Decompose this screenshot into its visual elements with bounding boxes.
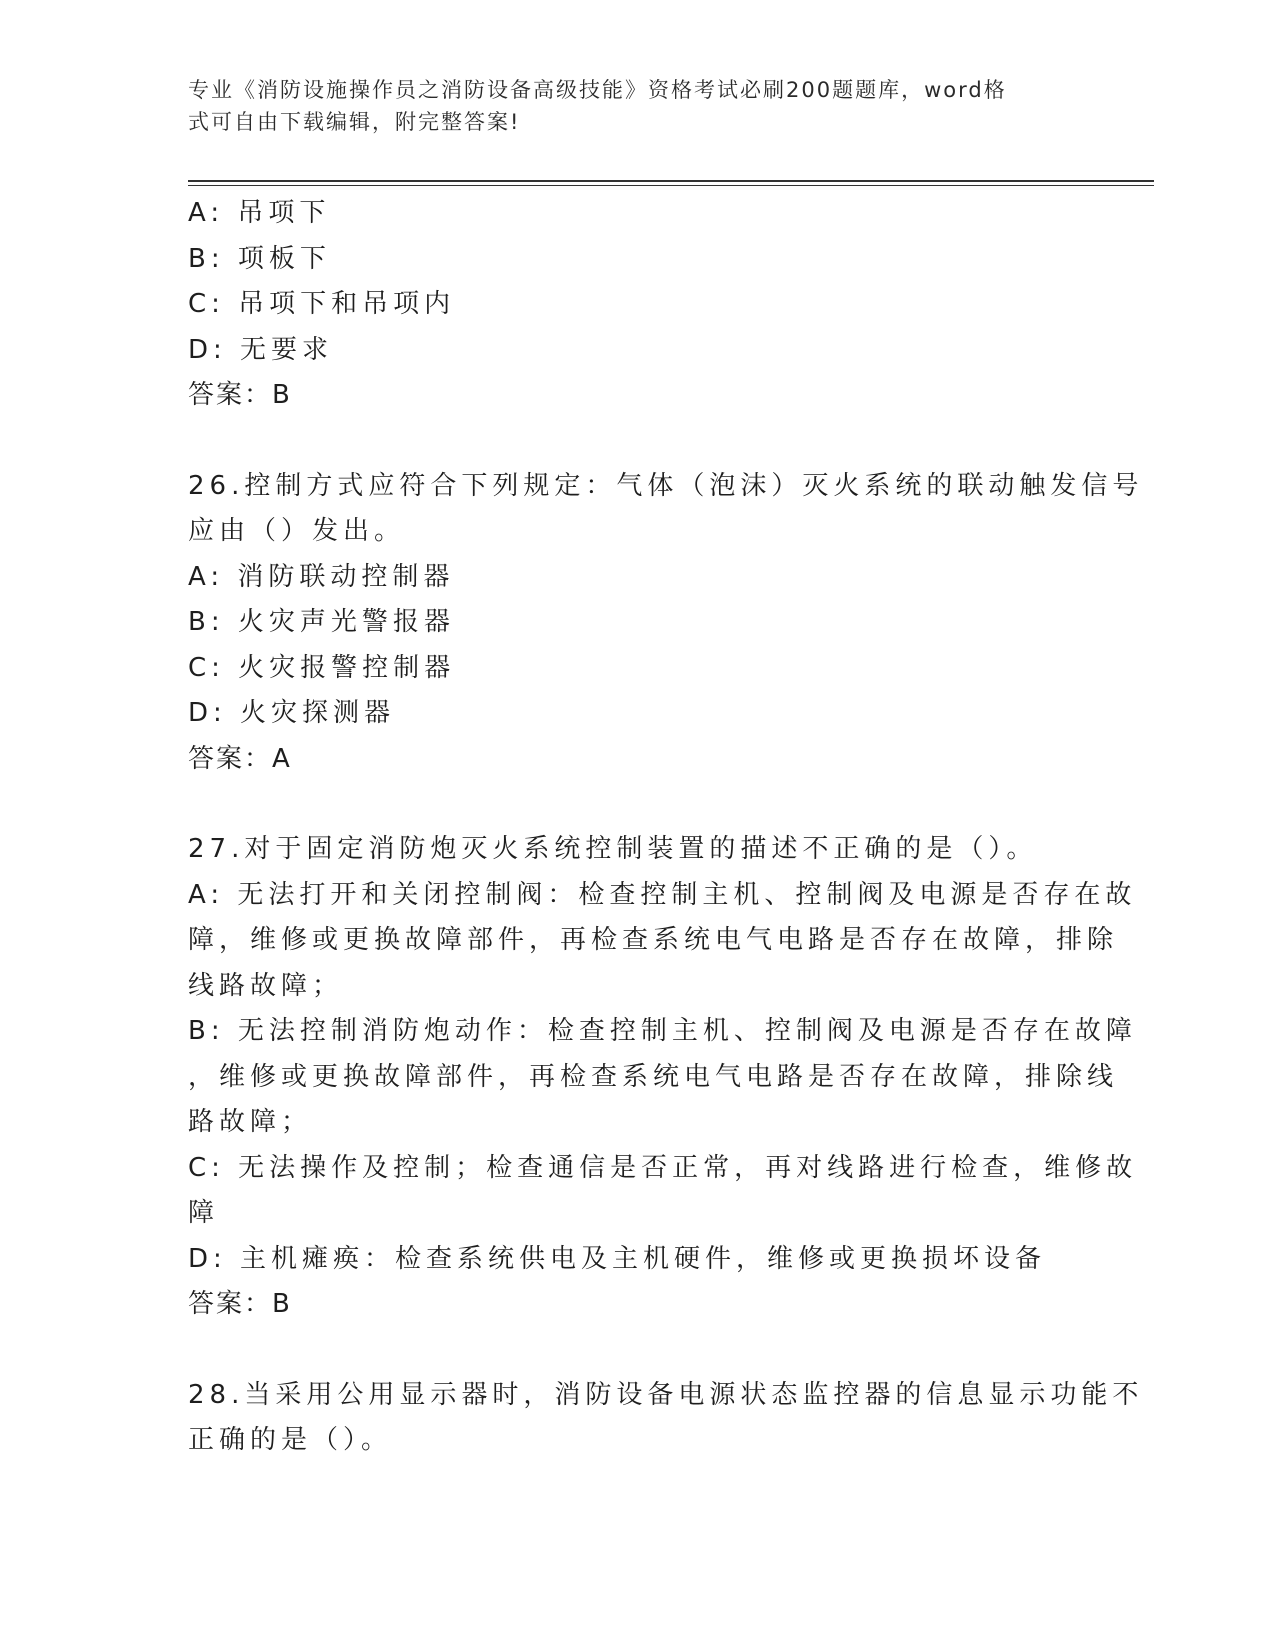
answer: 答案：A (188, 743, 292, 774)
header-rule-thin (188, 185, 1154, 186)
option-b-cont: ，维修或更换故障部件，再检查系统电气电路是否存在故障，排除线 (188, 1061, 1119, 1092)
option-c: C: 无法操作及控制；检查通信是否正常，再对线路进行检查，维修故 (188, 1152, 1138, 1183)
option-c: C: 吊项下和吊项内 (188, 289, 456, 319)
question-stem: 27.对于固定消防炮灭火系统控制装置的描述不正确的是（）。 (188, 834, 1038, 864)
header-line-2: 式可自由下载编辑，附完整答案! (188, 110, 521, 134)
header-rule-thick (188, 180, 1154, 182)
option-d: D: 火灾探测器 (188, 698, 396, 728)
header-line-1: 专业《消防设施操作员之消防设备高级技能》资格考试必刷200题题库，word格 (188, 78, 1007, 102)
question-stem-line: 28.当采用公用显示器时，消防设备电源状态监控器的信息显示功能不 (188, 1379, 1144, 1410)
option-a-cont: 线路故障； (188, 970, 344, 1001)
question-list (188, 191, 1144, 1464)
option-a: A: 无法打开和关闭控制阀：检查控制主机、控制阀及电源是否存在故 (188, 879, 1137, 910)
option-a-cont: 障，维修或更换故障部件，再检查系统电气电路是否存在故障，排除 (188, 925, 1119, 955)
option-c: C: 火灾报警控制器 (188, 652, 456, 683)
document-header (188, 74, 1068, 138)
answer: 答案：B (188, 380, 292, 410)
question-stem-line: 应由（）发出。 (188, 516, 406, 546)
question-26 (188, 464, 1144, 783)
option-d: D: 主机瘫痪：检查系统供电及主机硬件，维修或更换损坏设备 (188, 1243, 1047, 1274)
question-stem-line: 正确的是（）。 (188, 1425, 393, 1455)
option-b: B: 项板下 (188, 243, 331, 274)
answer: 答案：B (188, 1289, 292, 1319)
option-c-cont: 障 (188, 1198, 220, 1228)
option-b: B: 火灾声光警报器 (188, 607, 455, 637)
question-27 (188, 827, 1138, 1328)
option-b: B: 无法控制消防炮动作：检查控制主机、控制阀及电源是否存在故障 (188, 1016, 1137, 1046)
option-a: A: 吊项下 (188, 198, 331, 228)
option-d: D: 无要求 (188, 334, 334, 365)
option-b-cont: 路故障； (188, 1107, 313, 1137)
option-a: A: 消防联动控制器 (188, 561, 455, 592)
question-stem-line: 26.控制方式应符合下列规定：气体（泡沫）灭火系统的联动触发信号 (188, 470, 1144, 501)
question-25 (188, 191, 1088, 419)
question-28 (188, 1373, 1144, 1464)
